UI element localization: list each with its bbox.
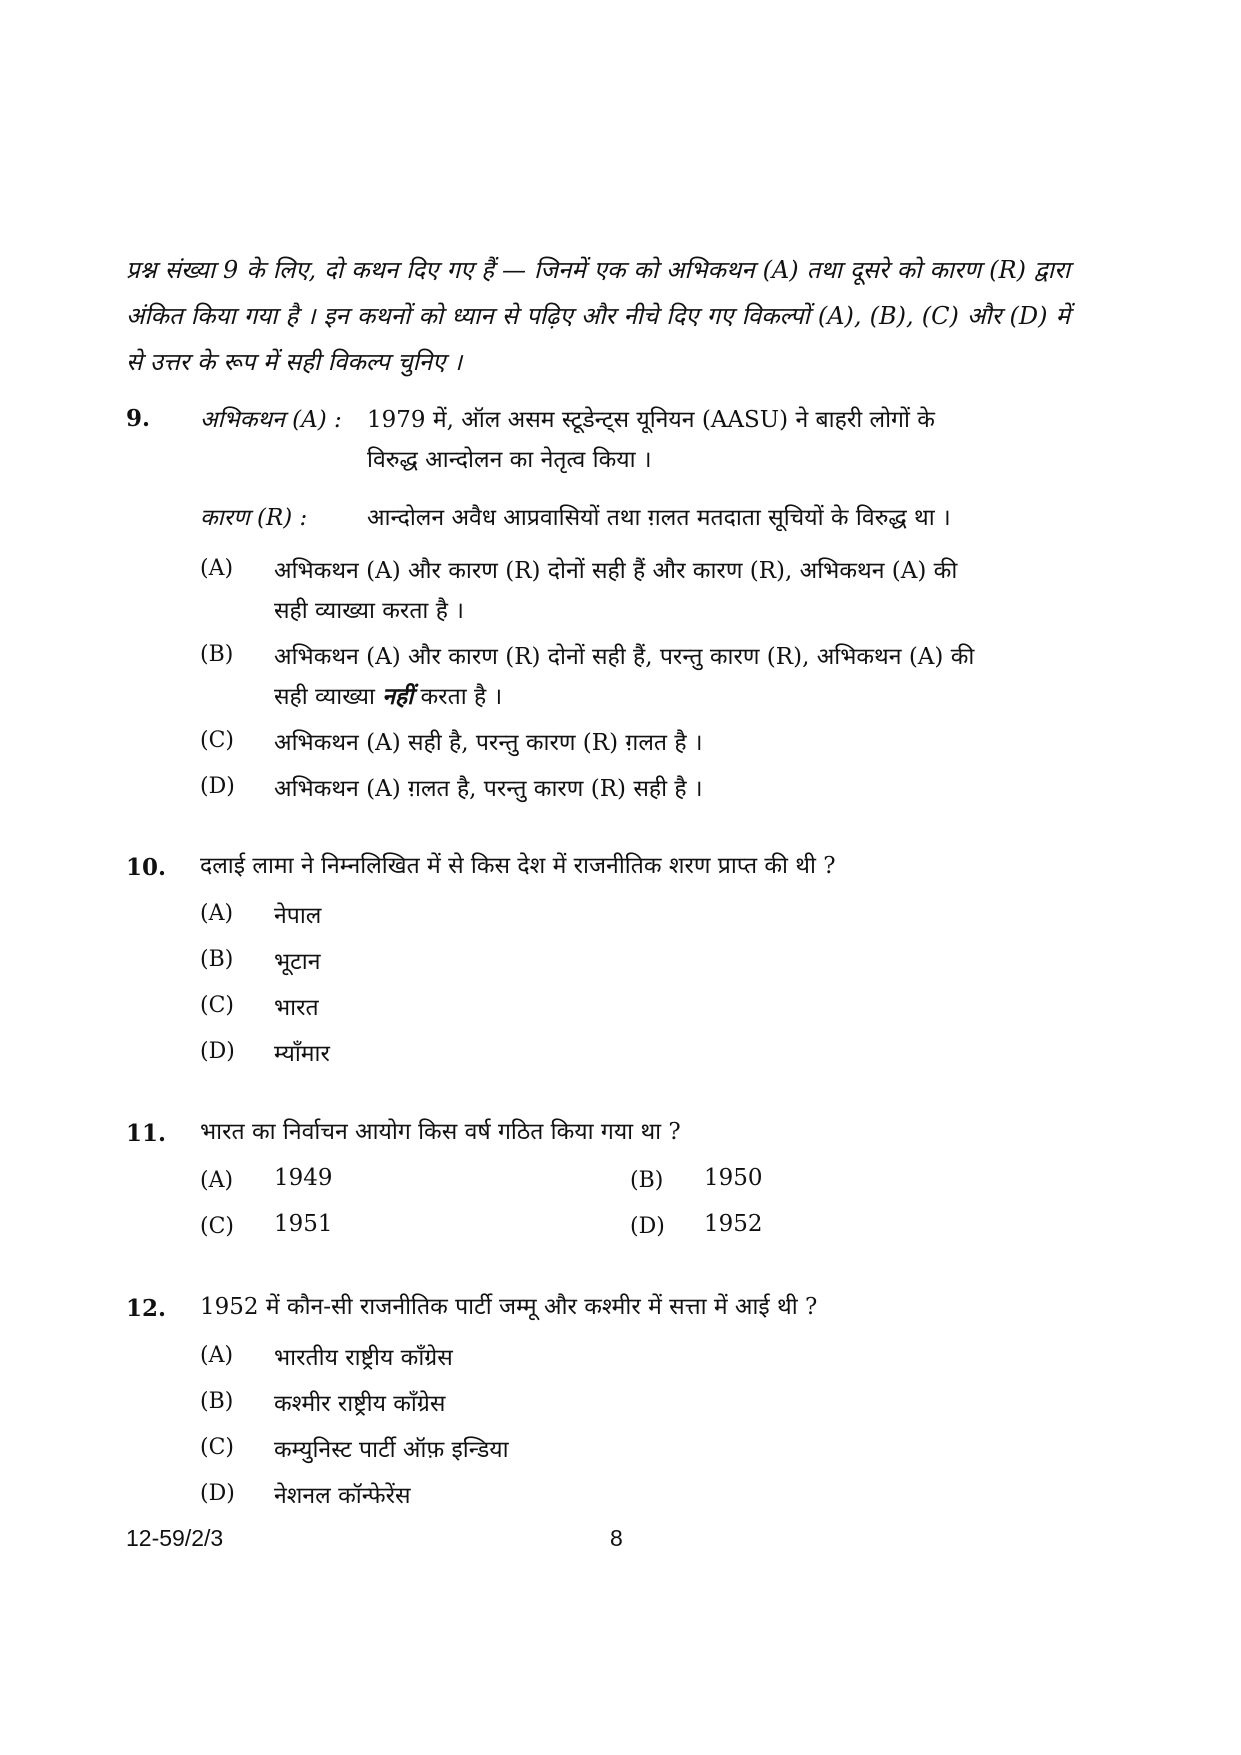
q12-option-d-text: नेशनल कॉन्फेरेंस [274,1483,411,1509]
q9-option-b-line-2-pre: सही व्याख्या [274,684,375,710]
q9-option-a-line-2: सही व्याख्या करता है । [274,598,464,624]
q9-option-d-label: (D) [200,774,235,799]
q11-option-d-text: 1952 [704,1211,763,1237]
question-10-number: 10. [126,854,167,881]
question-10-text: दलाई लामा ने निम्नलिखित में से किस देश में राजनीतिक शरण प्राप्त की थी ? [200,853,836,879]
q9-option-d-text: अभिकथन (A) ग़लत है, परन्तु कारण (R) सही है । [274,776,703,802]
q11-option-b-label: (B) [630,1168,664,1193]
q10-option-b-text: भूटान [274,949,321,975]
q12-option-b-text: कश्मीर राष्ट्रीय काँग्रेस [274,1391,446,1417]
q12-option-d-label: (D) [200,1481,235,1506]
q12-option-c-label: (C) [200,1435,234,1460]
q9-option-b-line-1: अभिकथन (A) और कारण (R) दोनों सही हैं, परन्तु कारण (R), अभिकथन (A) की [274,644,975,670]
q11-option-c-label: (C) [200,1214,234,1239]
question-11-number: 11. [126,1120,167,1147]
q9-option-a-line-1: अभिकथन (A) और कारण (R) दोनों सही हैं और कारण (R), अभिकथन (A) की [274,558,958,584]
q9-option-b-line-2 [274,679,502,711]
assertion-line-1: 1979 में, ऑल असम स्टूडेन्ट्स यूनियन (AASU) ने बाहरी लोगों के [367,407,935,433]
q12-option-a-text: भारतीय राष्ट्रीय काँग्रेस [274,1345,453,1371]
q10-option-c-text: भारत [274,995,319,1021]
q9-option-b-emphasis: नहीं [382,683,414,710]
assertion-label: अभिकथन (A) : [200,407,342,433]
q10-option-c-label: (C) [200,993,234,1018]
q10-option-b-label: (B) [200,947,234,972]
q12-option-b-label: (B) [200,1389,234,1414]
q9-option-b-line-2-post: करता है । [420,684,503,710]
question-9-number: 9. [126,405,151,432]
question-12-text: 1952 में कौन-सी राजनीतिक पार्टी जम्मू और कश्मीर में सत्ता में आई थी ? [200,1294,818,1320]
q9-option-c-text: अभिकथन (A) सही है, परन्तु कारण (R) ग़लत है । [274,730,703,756]
question-12-number: 12. [126,1295,167,1322]
q9-option-c-label: (C) [200,728,234,753]
q10-option-a-text: नेपाल [274,903,322,929]
reason-text: आन्दोलन अवैध आप्रवासियों तथा ग़लत मतदाता सूचियों के विरुद्ध था । [367,505,951,531]
paper-code: 12-59/2/3 [126,1525,224,1551]
reason-label: कारण (R) : [200,505,308,531]
q11-option-b-text: 1950 [704,1165,763,1191]
question-11-text: भारत का निर्वाचन आयोग किस वर्ष गठित किया गया था ? [200,1119,681,1145]
q10-option-d-label: (D) [200,1039,235,1064]
q9-option-a-label: (A) [200,556,234,581]
page-number: 8 [610,1525,623,1551]
instructions-paragraph: प्रश्न संख्या 9 के लिए, दो कथन दिए गए हैं — जिनमें एक को अभिकथन (A) तथा दूसरे को कारण (R) द्वारा अंकित किया गया है । इन कथनों को ध्यान से पढ़िए और नीचे दिए गए विकल्पों (A), (B), (C) और (D) में से उत्तर के रूप में सही विकल्प चुनिए । [126,256,1070,376]
q12-option-a-label: (A) [200,1343,234,1368]
q9-option-b-label: (B) [200,642,234,667]
q11-option-c-text: 1951 [274,1211,333,1237]
q11-option-a-label: (A) [200,1168,234,1193]
q10-option-d-text: म्याँमार [274,1041,330,1067]
q11-option-d-label: (D) [630,1214,665,1239]
assertion-line-2: विरुद्ध आन्दोलन का नेतृत्व किया । [367,447,652,473]
q11-option-a-text: 1949 [274,1165,333,1191]
q12-option-c-text: कम्युनिस्ट पार्टी ऑफ़ इन्डिया [274,1437,509,1463]
q10-option-a-label: (A) [200,901,234,926]
